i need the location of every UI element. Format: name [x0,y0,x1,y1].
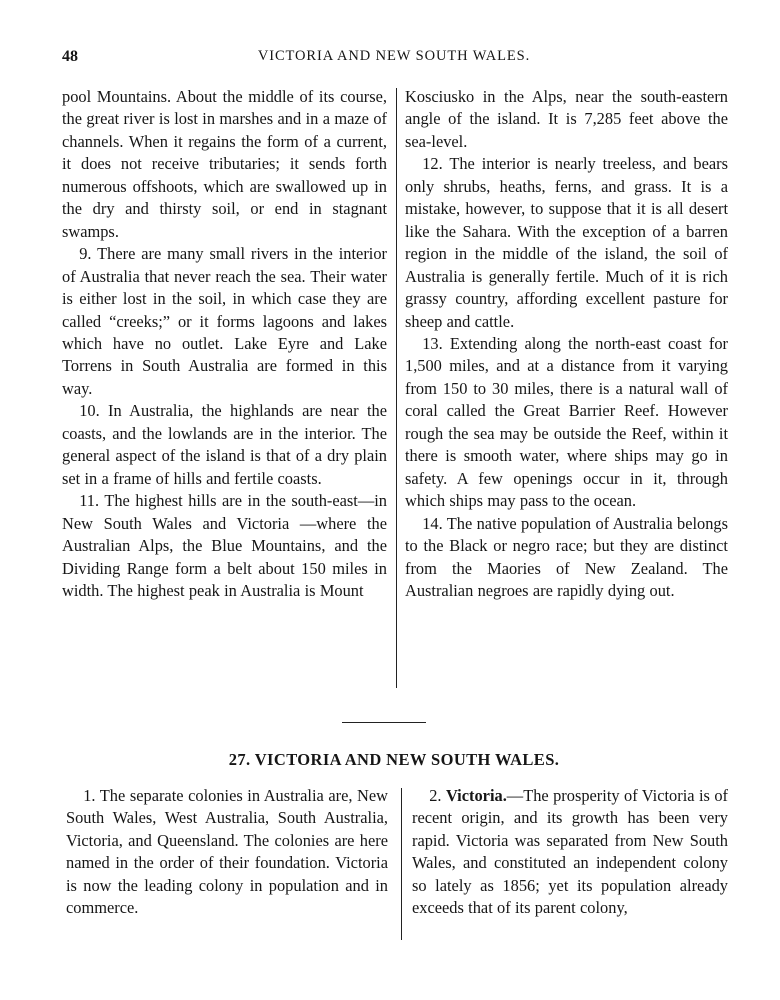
paragraph-11: 11. The highest hills are in the south-east—in New South Wales and Victoria —where the Australian Alps, the Blue Mountains, and the Dividing Range form a belt about 150 miles in width. The highest peak in Australia is Mount [62,491,387,600]
paragraph-2-number: 2. [429,786,446,805]
paragraph-14: 14. The native population of Australia belongs to the Black or negro race; but they are distinct from the Maories of New Zealand. The Australian negroes are rapidly dying out. [405,513,728,600]
running-title: VICTORIA AND NEW SOUTH WALES. [257,48,531,64]
lower-left-column [66,785,388,920]
paragraph-2-text: —The prosperity of Victoria is of recent origin, and its growth has been very rapid. Victoria was separated from New South Wales, and constituted an independent colony so lately as 1856; yet its population already exceeds that of its parent colony, [412,786,728,918]
paragraph-12: 12. The interior is nearly treeless, and bears only shrubs, heaths, ferns, and grass. It is a mistake, however, to suppose that it is all desert like the Sahara. With the exception of a barren region in the middle of the island, the soil of Australia is generally fertile. Much of it is rich grassy country, affording excellent pasture for sheep and cattle. [405,154,728,331]
upper-right-column [405,86,728,602]
paragraph-9: 9. There are many small rivers in the interior of Australia that never reach the sea. Their water is either lost in the soil, in which case they are called “creeks;” or it forms lagoons and lakes which have no outlet. Lake Eyre and Lake Torrens in South Australia are formed in this way. [62,244,387,398]
column-divider-upper [396,88,397,688]
page-number: 48 [62,48,78,65]
paragraph-continued: pool Mountains. About the middle of its course, the great river is lost in marshes and in a maze of channels. When it regains the form of a current, it does not receive tributaries; it sends forth numerous offshoots, which are swallowed up in the dry and thirsty soil, or end in stagnant swamps. [62,87,387,241]
lower-right-column [412,785,728,920]
paragraph-1: 1. The separate colonies in Australia are, New South Wales, West Australia, South Australia, Victoria, and Queensland. The colonies are here named in the order of their foundation. Victoria is now the leading colony in population and in commerce. [66,786,388,918]
paragraph-2-subject: Victoria. [445,786,507,805]
paragraph-2 [412,785,728,920]
paragraph-continued-right: Kosciusko in the Alps, near the south-eastern angle of the island. It is 7,285 feet above the sea-level. [405,87,728,151]
section-separator-rule [342,722,426,723]
section-heading: 27. VICTORIA AND NEW SOUTH WALES. [228,750,560,769]
running-header [62,48,726,70]
paragraph-13: 13. Extending along the north-east coast for 1,500 miles, and at a distance from it varying from 150 to 30 miles, there is a natural wall of coral called the Great Barrier Reef. However rough the sea may be outside the Reef, within it there is smooth water, where ships may go in safety. A few openings occur in it, through which ships may pass to the ocean. [405,333,728,511]
column-divider-lower [401,788,402,940]
upper-left-column [62,86,387,602]
paragraph-10: 10. In Australia, the highlands are near the coasts, and the lowlands are in the interior. The general aspect of the island is that of a dry plain set in a frame of hills and fertile coasts. [62,401,387,488]
